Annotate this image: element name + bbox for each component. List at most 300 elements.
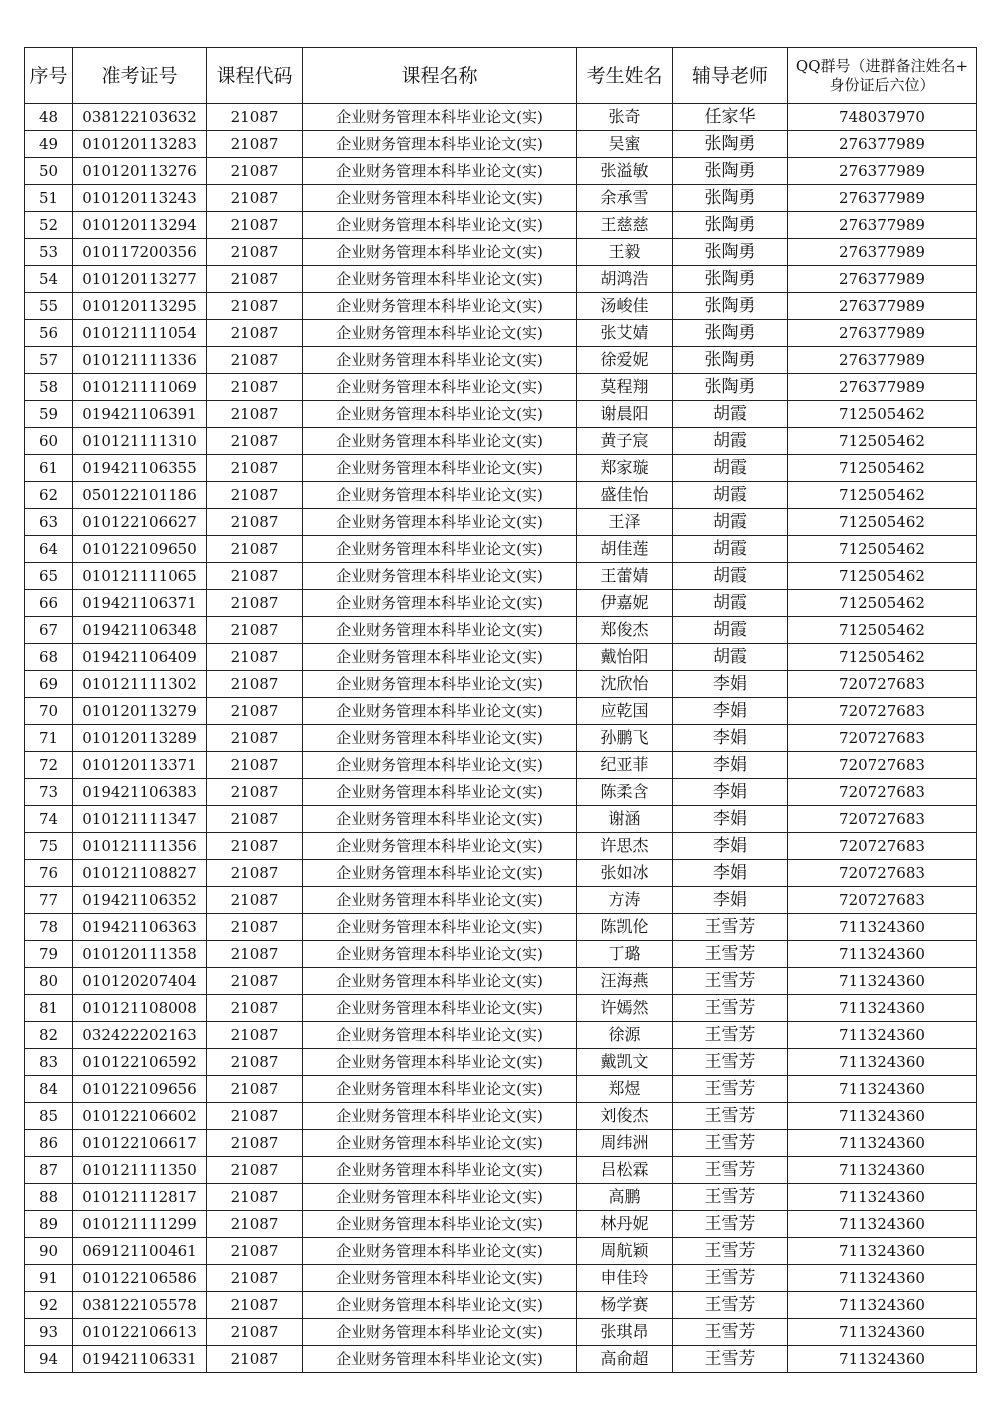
qq-group-cell: 712505462: [788, 536, 977, 563]
table-row: [25, 779, 977, 806]
qq-group-cell: 748037970: [788, 104, 977, 131]
course-code-cell: 21087: [207, 779, 303, 806]
table-row: [25, 158, 977, 185]
student-name-cell: 郑煜: [577, 1076, 673, 1103]
course-code-cell: 21087: [207, 1130, 303, 1157]
exam-id-cell: 010121111350: [73, 1157, 207, 1184]
course-name-cell: 企业财务管理本科毕业论文(实): [303, 752, 577, 779]
qq-group-cell: 276377989: [788, 158, 977, 185]
qq-group-cell: 712505462: [788, 563, 977, 590]
teacher-cell: 张陶勇: [673, 158, 788, 185]
student-name-cell: 王毅: [577, 239, 673, 266]
course-code-cell: 21087: [207, 698, 303, 725]
course-name-cell: 企业财务管理本科毕业论文(实): [303, 1265, 577, 1292]
course-name-cell: 企业财务管理本科毕业论文(实): [303, 1103, 577, 1130]
course-name-cell: 企业财务管理本科毕业论文(实): [303, 212, 577, 239]
student-name-cell: 陈凯伦: [577, 914, 673, 941]
header-qq-line1: QQ群号（进群备注姓名+: [795, 56, 969, 75]
exam-id-cell: 019421106352: [73, 887, 207, 914]
course-name-cell: 企业财务管理本科毕业论文(实): [303, 671, 577, 698]
course-name-cell: 企业财务管理本科毕业论文(实): [303, 1157, 577, 1184]
course-name-cell: 企业财务管理本科毕业论文(实): [303, 1319, 577, 1346]
course-code-cell: 21087: [207, 131, 303, 158]
teacher-cell: 王雪芳: [673, 1238, 788, 1265]
student-name-cell: 丁璐: [577, 941, 673, 968]
table-row: [25, 563, 977, 590]
teacher-cell: 胡霞: [673, 617, 788, 644]
exam-id-cell: 019421106371: [73, 590, 207, 617]
student-name-cell: 王蕾婧: [577, 563, 673, 590]
table-row: [25, 644, 977, 671]
course-code-cell: 21087: [207, 941, 303, 968]
table-row: [25, 1049, 977, 1076]
teacher-cell: 张陶勇: [673, 239, 788, 266]
teacher-cell: 李娟: [673, 752, 788, 779]
exam-id-cell: 010120113276: [73, 158, 207, 185]
course-code-cell: 21087: [207, 1157, 303, 1184]
seq-cell: 63: [25, 509, 73, 536]
qq-group-cell: 712505462: [788, 644, 977, 671]
teacher-cell: 李娟: [673, 698, 788, 725]
qq-group-cell: 711324360: [788, 995, 977, 1022]
qq-group-cell: 720727683: [788, 698, 977, 725]
table-row: [25, 617, 977, 644]
course-name-cell: 企业财务管理本科毕业论文(实): [303, 941, 577, 968]
course-code-cell: 21087: [207, 590, 303, 617]
exam-id-cell: 010122106586: [73, 1265, 207, 1292]
course-code-cell: 21087: [207, 725, 303, 752]
exam-id-cell: 019421106348: [73, 617, 207, 644]
course-code-cell: 21087: [207, 644, 303, 671]
qq-group-cell: 712505462: [788, 590, 977, 617]
table-row: [25, 671, 977, 698]
course-name-cell: 企业财务管理本科毕业论文(实): [303, 887, 577, 914]
student-name-cell: 戴怡阳: [577, 644, 673, 671]
course-name-cell: 企业财务管理本科毕业论文(实): [303, 563, 577, 590]
qq-group-cell: 712505462: [788, 482, 977, 509]
seq-cell: 90: [25, 1238, 73, 1265]
teacher-cell: 李娟: [673, 887, 788, 914]
course-name-cell: 企业财务管理本科毕业论文(实): [303, 104, 577, 131]
exam-id-cell: 010122109656: [73, 1076, 207, 1103]
seq-cell: 55: [25, 293, 73, 320]
course-code-cell: 21087: [207, 536, 303, 563]
seq-cell: 89: [25, 1211, 73, 1238]
course-code-cell: 21087: [207, 104, 303, 131]
teacher-cell: 王雪芳: [673, 1022, 788, 1049]
qq-group-cell: 720727683: [788, 860, 977, 887]
student-name-cell: 戴凯文: [577, 1049, 673, 1076]
table-row: [25, 1292, 977, 1319]
course-name-cell: 企业财务管理本科毕业论文(实): [303, 1346, 577, 1373]
course-code-cell: 21087: [207, 617, 303, 644]
course-code-cell: 21087: [207, 1292, 303, 1319]
table-row: [25, 698, 977, 725]
student-name-cell: 郑家璇: [577, 455, 673, 482]
course-name-cell: 企业财务管理本科毕业论文(实): [303, 1022, 577, 1049]
course-name-cell: 企业财务管理本科毕业论文(实): [303, 1292, 577, 1319]
course-code-cell: 21087: [207, 995, 303, 1022]
student-name-cell: 应乾国: [577, 698, 673, 725]
seq-cell: 69: [25, 671, 73, 698]
seq-cell: 82: [25, 1022, 73, 1049]
seq-cell: 83: [25, 1049, 73, 1076]
course-name-cell: 企业财务管理本科毕业论文(实): [303, 833, 577, 860]
exam-id-cell: 010121111069: [73, 374, 207, 401]
qq-group-cell: 711324360: [788, 1346, 977, 1373]
course-name-cell: 企业财务管理本科毕业论文(实): [303, 968, 577, 995]
course-name-cell: 企业财务管理本科毕业论文(实): [303, 374, 577, 401]
course-code-cell: 21087: [207, 806, 303, 833]
course-code-cell: 21087: [207, 1022, 303, 1049]
exam-id-cell: 010121111299: [73, 1211, 207, 1238]
qq-group-cell: 276377989: [788, 347, 977, 374]
teacher-cell: 张陶勇: [673, 212, 788, 239]
qq-group-cell: 712505462: [788, 617, 977, 644]
qq-group-cell: 276377989: [788, 374, 977, 401]
table-row: [25, 833, 977, 860]
student-name-cell: 许嫣然: [577, 995, 673, 1022]
table-row: [25, 1130, 977, 1157]
seq-cell: 74: [25, 806, 73, 833]
qq-group-cell: 276377989: [788, 131, 977, 158]
table-row: [25, 536, 977, 563]
exam-id-cell: 010121112817: [73, 1184, 207, 1211]
header-teacher: 辅导老师: [673, 48, 788, 104]
student-name-cell: 陈柔含: [577, 779, 673, 806]
exam-id-cell: 010122106613: [73, 1319, 207, 1346]
student-roster-table: [24, 47, 977, 1373]
course-name-cell: 企业财务管理本科毕业论文(实): [303, 644, 577, 671]
exam-id-cell: 010120111358: [73, 941, 207, 968]
teacher-cell: 胡霞: [673, 563, 788, 590]
course-code-cell: 21087: [207, 1049, 303, 1076]
qq-group-cell: 720727683: [788, 671, 977, 698]
exam-id-cell: 010120113294: [73, 212, 207, 239]
qq-group-cell: 711324360: [788, 914, 977, 941]
exam-id-cell: 010120113283: [73, 131, 207, 158]
seq-cell: 64: [25, 536, 73, 563]
qq-group-cell: 720727683: [788, 806, 977, 833]
header-exam-id: 准考证号: [73, 48, 207, 104]
qq-group-cell: 711324360: [788, 1049, 977, 1076]
qq-group-cell: 720727683: [788, 725, 977, 752]
exam-id-cell: 010121111347: [73, 806, 207, 833]
student-name-cell: 张艾婧: [577, 320, 673, 347]
course-code-cell: 21087: [207, 374, 303, 401]
header-qq-line2: 身份证后六位）: [829, 75, 935, 94]
student-name-cell: 黄子宸: [577, 428, 673, 455]
qq-group-cell: 711324360: [788, 968, 977, 995]
qq-group-cell: 276377989: [788, 320, 977, 347]
teacher-cell: 王雪芳: [673, 1346, 788, 1373]
header-seq: 序号: [25, 48, 73, 104]
exam-id-cell: 069121100461: [73, 1238, 207, 1265]
table-row: [25, 131, 977, 158]
student-name-cell: 吴蜜: [577, 131, 673, 158]
seq-cell: 56: [25, 320, 73, 347]
teacher-cell: 张陶勇: [673, 374, 788, 401]
header-course-name: 课程名称: [303, 48, 577, 104]
table-row: [25, 1076, 977, 1103]
course-code-cell: 21087: [207, 887, 303, 914]
course-name-cell: 企业财务管理本科毕业论文(实): [303, 536, 577, 563]
course-name-cell: 企业财务管理本科毕业论文(实): [303, 995, 577, 1022]
exam-id-cell: 010121111054: [73, 320, 207, 347]
teacher-cell: 王雪芳: [673, 1049, 788, 1076]
course-code-cell: 21087: [207, 320, 303, 347]
teacher-cell: 李娟: [673, 860, 788, 887]
exam-id-cell: 010122106602: [73, 1103, 207, 1130]
teacher-cell: 张陶勇: [673, 293, 788, 320]
student-name-cell: 张琪昂: [577, 1319, 673, 1346]
student-name-cell: 徐源: [577, 1022, 673, 1049]
student-name-cell: 沈欣怡: [577, 671, 673, 698]
course-name-cell: 企业财务管理本科毕业论文(实): [303, 617, 577, 644]
teacher-cell: 王雪芳: [673, 1076, 788, 1103]
seq-cell: 65: [25, 563, 73, 590]
course-code-cell: 21087: [207, 1265, 303, 1292]
seq-cell: 88: [25, 1184, 73, 1211]
course-name-cell: 企业财务管理本科毕业论文(实): [303, 590, 577, 617]
student-name-cell: 孙鹏飞: [577, 725, 673, 752]
exam-id-cell: 010122106627: [73, 509, 207, 536]
exam-id-cell: 010122109650: [73, 536, 207, 563]
teacher-cell: 胡霞: [673, 428, 788, 455]
table-row: [25, 185, 977, 212]
course-name-cell: 企业财务管理本科毕业论文(实): [303, 1130, 577, 1157]
seq-cell: 94: [25, 1346, 73, 1373]
teacher-cell: 李娟: [673, 779, 788, 806]
student-name-cell: 谢涵: [577, 806, 673, 833]
seq-cell: 87: [25, 1157, 73, 1184]
table-row: [25, 887, 977, 914]
table-row: [25, 1211, 977, 1238]
student-name-cell: 余承雪: [577, 185, 673, 212]
course-name-cell: 企业财务管理本科毕业论文(实): [303, 239, 577, 266]
exam-id-cell: 019421106391: [73, 401, 207, 428]
teacher-cell: 王雪芳: [673, 968, 788, 995]
qq-group-cell: 711324360: [788, 1211, 977, 1238]
course-name-cell: 企业财务管理本科毕业论文(实): [303, 509, 577, 536]
teacher-cell: 张陶勇: [673, 266, 788, 293]
teacher-cell: 张陶勇: [673, 320, 788, 347]
teacher-cell: 胡霞: [673, 536, 788, 563]
exam-id-cell: 038122105578: [73, 1292, 207, 1319]
seq-cell: 71: [25, 725, 73, 752]
table-row: [25, 914, 977, 941]
course-code-cell: 21087: [207, 1319, 303, 1346]
table-row: [25, 320, 977, 347]
course-name-cell: 企业财务管理本科毕业论文(实): [303, 347, 577, 374]
table-row: [25, 1238, 977, 1265]
seq-cell: 60: [25, 428, 73, 455]
course-name-cell: 企业财务管理本科毕业论文(实): [303, 1049, 577, 1076]
table-row: [25, 860, 977, 887]
table-row: [25, 1022, 977, 1049]
teacher-cell: 李娟: [673, 725, 788, 752]
course-code-cell: 21087: [207, 914, 303, 941]
student-name-cell: 周航颖: [577, 1238, 673, 1265]
table-row: [25, 212, 977, 239]
seq-cell: 61: [25, 455, 73, 482]
qq-group-cell: 720727683: [788, 779, 977, 806]
student-name-cell: 张奇: [577, 104, 673, 131]
course-code-cell: 21087: [207, 293, 303, 320]
student-name-cell: 盛佳怡: [577, 482, 673, 509]
seq-cell: 58: [25, 374, 73, 401]
course-code-cell: 21087: [207, 347, 303, 374]
course-name-cell: 企业财务管理本科毕业论文(实): [303, 698, 577, 725]
course-name-cell: 企业财务管理本科毕业论文(实): [303, 428, 577, 455]
teacher-cell: 王雪芳: [673, 1265, 788, 1292]
seq-cell: 68: [25, 644, 73, 671]
seq-cell: 77: [25, 887, 73, 914]
student-name-cell: 王泽: [577, 509, 673, 536]
teacher-cell: 张陶勇: [673, 185, 788, 212]
exam-id-cell: 010120113289: [73, 725, 207, 752]
table-row: [25, 509, 977, 536]
student-name-cell: 高俞超: [577, 1346, 673, 1373]
header-course-code: 课程代码: [207, 48, 303, 104]
qq-group-cell: 711324360: [788, 941, 977, 968]
qq-group-cell: 712505462: [788, 455, 977, 482]
teacher-cell: 王雪芳: [673, 1130, 788, 1157]
qq-group-cell: 712505462: [788, 428, 977, 455]
teacher-cell: 王雪芳: [673, 1184, 788, 1211]
student-name-cell: 郑俊杰: [577, 617, 673, 644]
course-code-cell: 21087: [207, 428, 303, 455]
exam-id-cell: 010120113279: [73, 698, 207, 725]
exam-id-cell: 010120113243: [73, 185, 207, 212]
header-student-name: 考生姓名: [577, 48, 673, 104]
course-code-cell: 21087: [207, 1346, 303, 1373]
course-name-cell: 企业财务管理本科毕业论文(实): [303, 266, 577, 293]
seq-cell: 51: [25, 185, 73, 212]
seq-cell: 92: [25, 1292, 73, 1319]
exam-id-cell: 010121108827: [73, 860, 207, 887]
course-name-cell: 企业财务管理本科毕业论文(实): [303, 293, 577, 320]
seq-cell: 93: [25, 1319, 73, 1346]
student-name-cell: 方涛: [577, 887, 673, 914]
student-name-cell: 纪亚菲: [577, 752, 673, 779]
qq-group-cell: 711324360: [788, 1076, 977, 1103]
teacher-cell: 任家华: [673, 104, 788, 131]
course-code-cell: 21087: [207, 1211, 303, 1238]
teacher-cell: 胡霞: [673, 482, 788, 509]
exam-id-cell: 010120113371: [73, 752, 207, 779]
course-code-cell: 21087: [207, 1184, 303, 1211]
header-qq-group: [788, 48, 977, 104]
seq-cell: 75: [25, 833, 73, 860]
exam-id-cell: 019421106363: [73, 914, 207, 941]
seq-cell: 78: [25, 914, 73, 941]
table-row: [25, 482, 977, 509]
table-row: [25, 590, 977, 617]
seq-cell: 52: [25, 212, 73, 239]
student-name-cell: 吕松霖: [577, 1157, 673, 1184]
exam-id-cell: 010121111310: [73, 428, 207, 455]
course-code-cell: 21087: [207, 509, 303, 536]
student-name-cell: 张溢敏: [577, 158, 673, 185]
exam-id-cell: 050122101186: [73, 482, 207, 509]
table-row: [25, 968, 977, 995]
course-code-cell: 21087: [207, 1076, 303, 1103]
exam-id-cell: 010120113277: [73, 266, 207, 293]
seq-cell: 59: [25, 401, 73, 428]
seq-cell: 91: [25, 1265, 73, 1292]
teacher-cell: 胡霞: [673, 455, 788, 482]
seq-cell: 70: [25, 698, 73, 725]
exam-id-cell: 019421106355: [73, 455, 207, 482]
qq-group-cell: 720727683: [788, 887, 977, 914]
teacher-cell: 胡霞: [673, 509, 788, 536]
teacher-cell: 李娟: [673, 671, 788, 698]
exam-id-cell: 010121108008: [73, 995, 207, 1022]
course-name-cell: 企业财务管理本科毕业论文(实): [303, 1184, 577, 1211]
student-name-cell: 汤峻佳: [577, 293, 673, 320]
exam-id-cell: 038122103632: [73, 104, 207, 131]
student-name-cell: 汪海燕: [577, 968, 673, 995]
student-name-cell: 莫程翔: [577, 374, 673, 401]
table-row: [25, 239, 977, 266]
exam-id-cell: 010122106617: [73, 1130, 207, 1157]
course-code-cell: 21087: [207, 563, 303, 590]
qq-group-cell: 720727683: [788, 752, 977, 779]
student-name-cell: 杨学赛: [577, 1292, 673, 1319]
teacher-cell: 王雪芳: [673, 1319, 788, 1346]
exam-id-cell: 010120207404: [73, 968, 207, 995]
course-name-cell: 企业财务管理本科毕业论文(实): [303, 860, 577, 887]
teacher-cell: 王雪芳: [673, 914, 788, 941]
course-name-cell: 企业财务管理本科毕业论文(实): [303, 914, 577, 941]
course-code-cell: 21087: [207, 752, 303, 779]
seq-cell: 86: [25, 1130, 73, 1157]
teacher-cell: 张陶勇: [673, 347, 788, 374]
qq-group-cell: 276377989: [788, 266, 977, 293]
student-name-cell: 刘俊杰: [577, 1103, 673, 1130]
student-name-cell: 谢晨阳: [577, 401, 673, 428]
table-row: [25, 806, 977, 833]
qq-group-cell: 276377989: [788, 212, 977, 239]
student-name-cell: 林丹妮: [577, 1211, 673, 1238]
qq-group-cell: 711324360: [788, 1130, 977, 1157]
qq-group-cell: 711324360: [788, 1292, 977, 1319]
exam-id-cell: 019421106383: [73, 779, 207, 806]
course-name-cell: 企业财务管理本科毕业论文(实): [303, 725, 577, 752]
qq-group-cell: 711324360: [788, 1238, 977, 1265]
course-name-cell: 企业财务管理本科毕业论文(实): [303, 1211, 577, 1238]
course-name-cell: 企业财务管理本科毕业论文(实): [303, 185, 577, 212]
seq-cell: 67: [25, 617, 73, 644]
seq-cell: 57: [25, 347, 73, 374]
qq-group-cell: 720727683: [788, 833, 977, 860]
qq-group-cell: 711324360: [788, 1157, 977, 1184]
seq-cell: 81: [25, 995, 73, 1022]
student-name-cell: 张如冰: [577, 860, 673, 887]
teacher-cell: 胡霞: [673, 401, 788, 428]
course-code-cell: 21087: [207, 185, 303, 212]
teacher-cell: 胡霞: [673, 644, 788, 671]
roster-body: [25, 104, 977, 1373]
table-row: [25, 1265, 977, 1292]
table-row: [25, 1184, 977, 1211]
course-code-cell: 21087: [207, 833, 303, 860]
teacher-cell: 张陶勇: [673, 131, 788, 158]
exam-id-cell: 010121111336: [73, 347, 207, 374]
student-name-cell: 许思杰: [577, 833, 673, 860]
exam-id-cell: 010117200356: [73, 239, 207, 266]
